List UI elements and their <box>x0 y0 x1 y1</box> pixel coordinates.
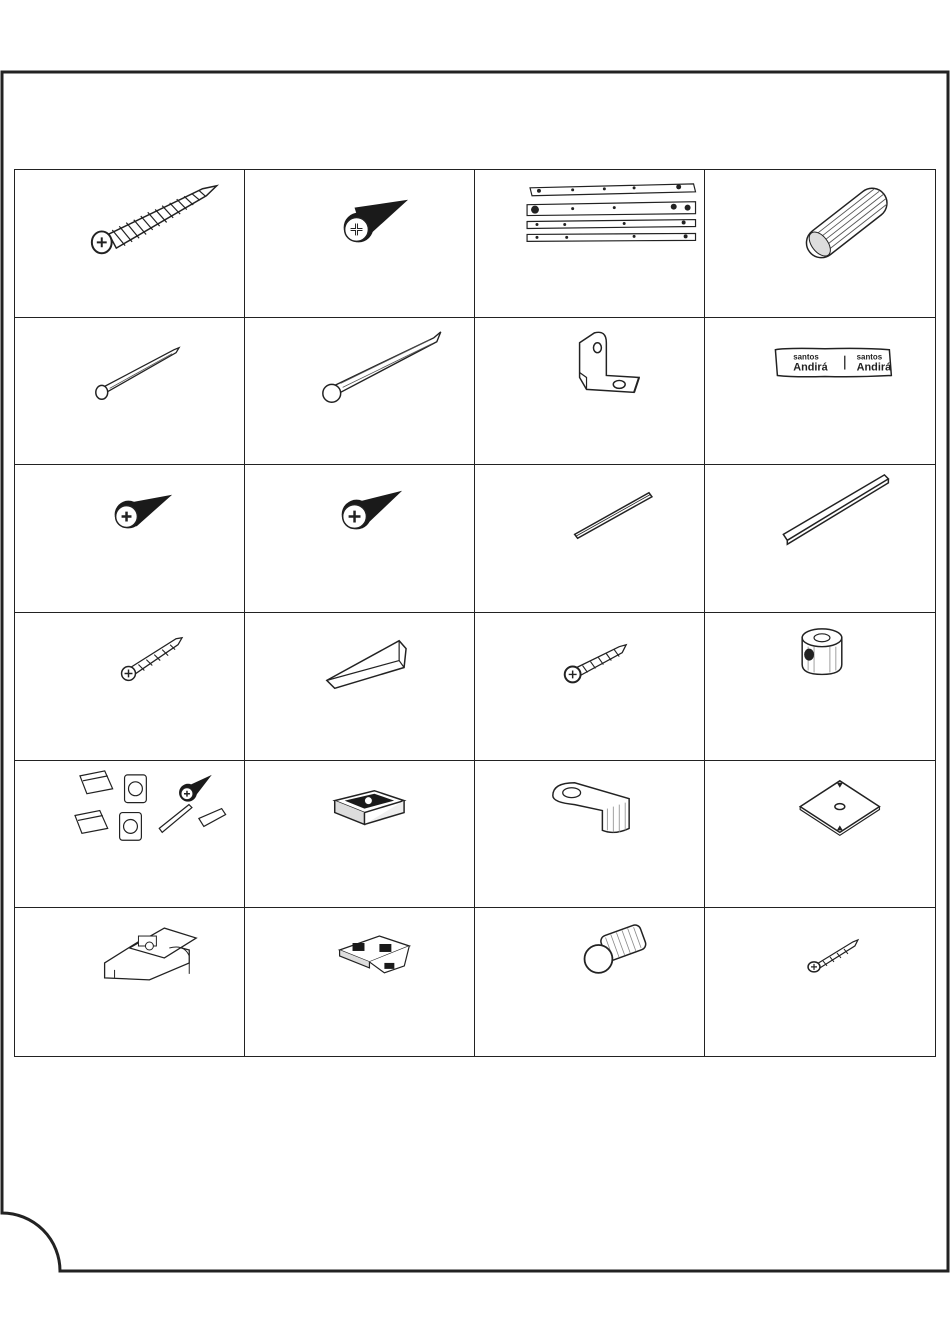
part-long-countersunk-screw <box>15 170 245 318</box>
angle-bracket-drawing <box>475 318 704 465</box>
part-sliding-door-kit <box>15 761 245 909</box>
part-cabinet-hinge <box>15 908 245 1056</box>
part-small-black-screw-a <box>15 465 245 613</box>
wedge-drawing <box>245 613 474 760</box>
part-round-head-screw <box>475 613 705 761</box>
part-short-wood-screw <box>245 170 475 318</box>
long-countersunk-screw-drawing <box>15 170 244 317</box>
wooden-dowel-drawing <box>705 170 935 317</box>
part-long-rod <box>705 465 935 613</box>
short-rod-drawing <box>475 465 704 612</box>
part-tiny-screw <box>705 908 935 1056</box>
part-brand-sticker <box>705 318 935 466</box>
part-square-plate <box>705 761 935 909</box>
part-long-nail <box>245 318 475 466</box>
cam-lock-drawing <box>705 613 935 760</box>
small-nail-drawing <box>15 318 244 465</box>
brand-line1-left: santos <box>793 352 819 362</box>
round-head-screw-drawing <box>475 613 704 760</box>
part-wooden-dowel <box>705 170 935 318</box>
part-mini-hinge <box>245 908 475 1056</box>
part-drawer-slide-rails <box>475 170 705 318</box>
part-medium-screw <box>15 613 245 761</box>
part-wedge <box>245 613 475 761</box>
connector-clip-drawing <box>245 761 474 908</box>
tiny-screw-drawing <box>705 908 935 1056</box>
part-short-rod <box>475 465 705 613</box>
medium-screw-drawing <box>15 613 244 760</box>
part-connector-clip <box>245 761 475 909</box>
oval-rail-support-drawing <box>475 761 704 908</box>
cabinet-hinge-drawing <box>15 908 244 1056</box>
long-nail-drawing <box>245 318 474 465</box>
sliding-door-kit-drawing <box>15 761 244 908</box>
part-small-nail <box>15 318 245 466</box>
brand-line1-right: santos <box>856 352 883 362</box>
brand-line2-left: Andirá <box>793 361 828 374</box>
mini-hinge-drawing <box>245 908 474 1056</box>
part-cam-lock <box>705 613 935 761</box>
part-angle-bracket <box>475 318 705 466</box>
brand-line2-right: Andirá <box>856 361 892 374</box>
part-small-black-screw-b <box>245 465 475 613</box>
part-oval-rail-support <box>475 761 705 909</box>
small-black-screw-a-drawing <box>15 465 244 612</box>
square-plate-drawing <box>705 761 935 908</box>
short-wood-screw-drawing <box>245 170 474 317</box>
brand-sticker-drawing <box>705 318 935 465</box>
drawer-slide-rails-drawing <box>475 170 704 317</box>
shelf-pin-knob-drawing <box>475 908 704 1056</box>
part-shelf-pin-knob <box>475 908 705 1056</box>
parts-grid <box>14 169 936 1057</box>
long-rod-drawing <box>705 465 935 612</box>
small-black-screw-b-drawing <box>245 465 474 612</box>
